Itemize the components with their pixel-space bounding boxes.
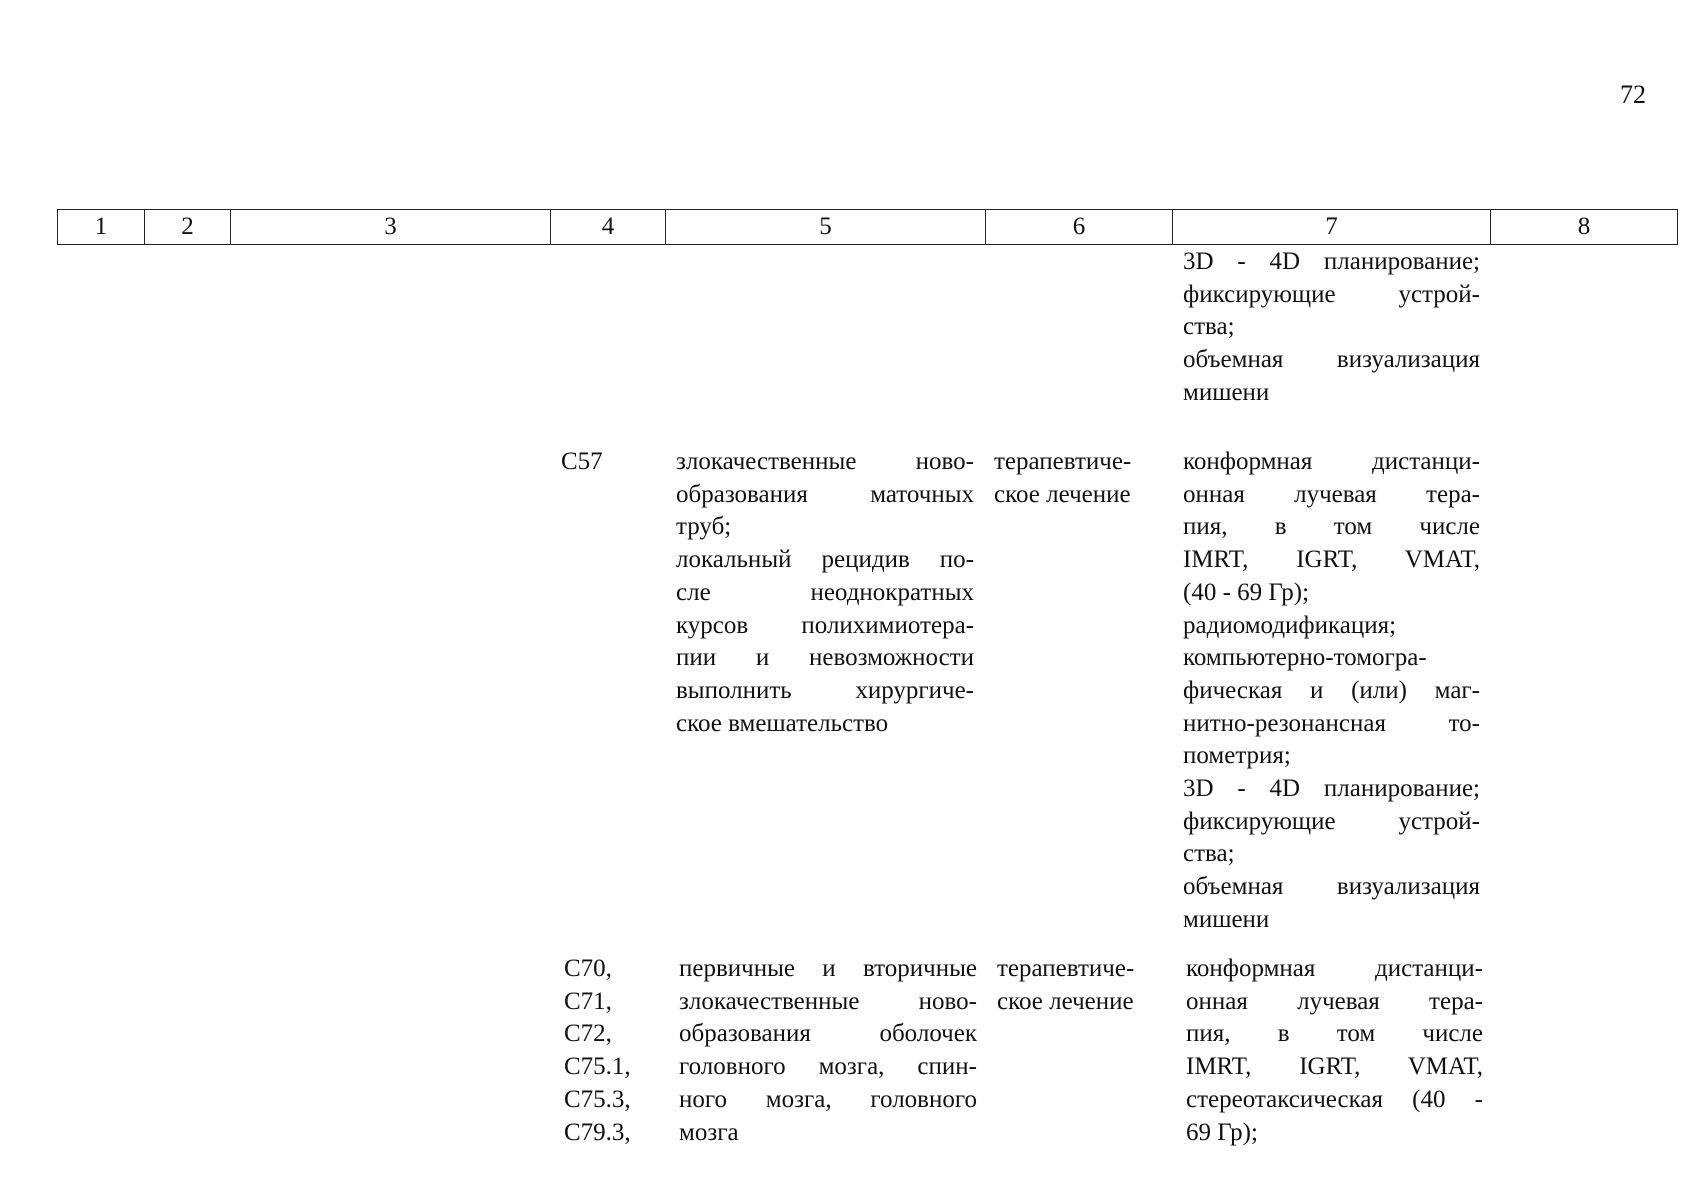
- page-number: 72: [1620, 80, 1646, 109]
- row-2-col7-line: 69 Гр);: [1186, 1118, 1258, 1146]
- row-1-col7-technology: [1183, 446, 1480, 937]
- column-number-header: [57, 209, 1678, 245]
- row-1-col7-line: онная лучевая тера-: [1183, 480, 1480, 508]
- row-2-col6-line: ское лечение: [997, 987, 1134, 1015]
- row-1-col5-line: ское вмешательство: [676, 709, 889, 737]
- row-1-col7-line: фическая и (или) маг-: [1183, 676, 1480, 704]
- row-2-col5-diagnosis: [679, 953, 977, 1149]
- row-1-col7-line: пия, в том числе: [1183, 513, 1480, 541]
- row-2-col7-line: стереотаксическая (40 -: [1186, 1085, 1483, 1113]
- row-1-col5-line: труб;: [676, 513, 732, 541]
- column-header-1: 1: [58, 210, 145, 245]
- row-2-col7-line: пия, в том числе: [1186, 1020, 1483, 1048]
- column-header-5: 5: [666, 210, 986, 245]
- row-1-col4-icd-codes: [561, 446, 661, 479]
- row-1-col7-line: IMRT, IGRT, VMAT,: [1183, 546, 1480, 574]
- row-2-col6-treatment-type: [997, 953, 1172, 1018]
- row-2-col6-line: терапевтиче-: [997, 955, 1135, 982]
- row-1-col7-line: 3D - 4D планирование;: [1183, 775, 1480, 803]
- row-1-col7-line: пометрия;: [1183, 742, 1291, 770]
- row-1-col7-line: нитно-резонансная то-: [1183, 709, 1480, 737]
- row-2-col4-icd-codes: [564, 953, 664, 1149]
- row-1-col6-treatment-type: [994, 446, 1169, 511]
- row-2-icd-code: C70,: [564, 955, 612, 982]
- row-2-icd-code: C75.3,: [564, 1085, 631, 1113]
- row-2-col7-line: конформная дистанци-: [1186, 955, 1483, 982]
- row-0-col7-technology: [1183, 246, 1480, 410]
- row-1-col5-line: пии и невозможности: [676, 644, 974, 672]
- column-header-2: 2: [145, 210, 231, 245]
- row-1-col6-line: ское лечение: [994, 480, 1131, 508]
- column-header-3: 3: [231, 210, 551, 245]
- row-1-icd-code: C57: [561, 448, 603, 475]
- row-1-col7-line: объемная визуализация: [1183, 873, 1480, 901]
- row-1-col5-line: злокачественные ново-: [676, 448, 974, 475]
- row-1-col5-line: сле неоднократных: [676, 578, 974, 606]
- row-2-col7-technology: [1186, 953, 1483, 1149]
- row-2-col5-line: мозга: [679, 1118, 739, 1146]
- row-2-col5-line: головного мозга, спин-: [679, 1053, 977, 1081]
- row-1-col7-line: конформная дистанци-: [1183, 448, 1480, 475]
- row-0-col7-line: 3D - 4D планирование;: [1183, 248, 1480, 275]
- row-2-icd-code: C79.3,: [564, 1118, 631, 1146]
- row-1-col5-line: образования маточных: [676, 480, 974, 508]
- column-header-6: 6: [986, 210, 1173, 245]
- row-1-col7-line: компьютерно-томогра-: [1183, 644, 1427, 672]
- column-header-4: 4: [551, 210, 666, 245]
- row-1-col7-line: (40 - 69 Гр);: [1183, 578, 1310, 606]
- row-2-col7-line: онная лучевая тера-: [1186, 987, 1483, 1015]
- row-1-col6-line: терапевтиче-: [994, 448, 1132, 475]
- row-2-col5-line: первичные и вторичные: [679, 955, 977, 982]
- row-1-col5-line: выполнить хирургиче-: [676, 676, 974, 704]
- row-0-col7-line: мишени: [1183, 378, 1270, 406]
- row-1-col7-line: фиксирующие устрой-: [1183, 807, 1480, 835]
- row-0-col7-line: ства;: [1183, 313, 1235, 341]
- row-1-col7-line: ства;: [1183, 840, 1235, 868]
- row-1-col5-line: локальный рецидив по-: [676, 546, 974, 574]
- column-header-7: 7: [1173, 210, 1491, 245]
- row-1-col7-line: мишени: [1183, 905, 1270, 933]
- row-0-col7-line: объемная визуализация: [1183, 346, 1480, 374]
- row-0-col7-line: фиксирующие устрой-: [1183, 280, 1480, 308]
- column-header-8: 8: [1491, 210, 1678, 245]
- row-2-col5-line: злокачественные ново-: [679, 987, 977, 1015]
- row-2-col7-line: IMRT, IGRT, VMAT,: [1186, 1053, 1483, 1081]
- row-2-icd-code: C75.1,: [564, 1053, 631, 1081]
- row-2-col5-line: ного мозга, головного: [679, 1085, 977, 1113]
- row-1-col7-line: радиомодификация;: [1183, 611, 1397, 639]
- row-2-icd-code: C71,: [564, 987, 612, 1015]
- row-1-col5-diagnosis: [676, 446, 974, 740]
- row-2-icd-code: C72,: [564, 1020, 612, 1048]
- row-1-col5-line: курсов полихимиотера-: [676, 611, 974, 639]
- row-2-col5-line: образования оболочек: [679, 1020, 977, 1048]
